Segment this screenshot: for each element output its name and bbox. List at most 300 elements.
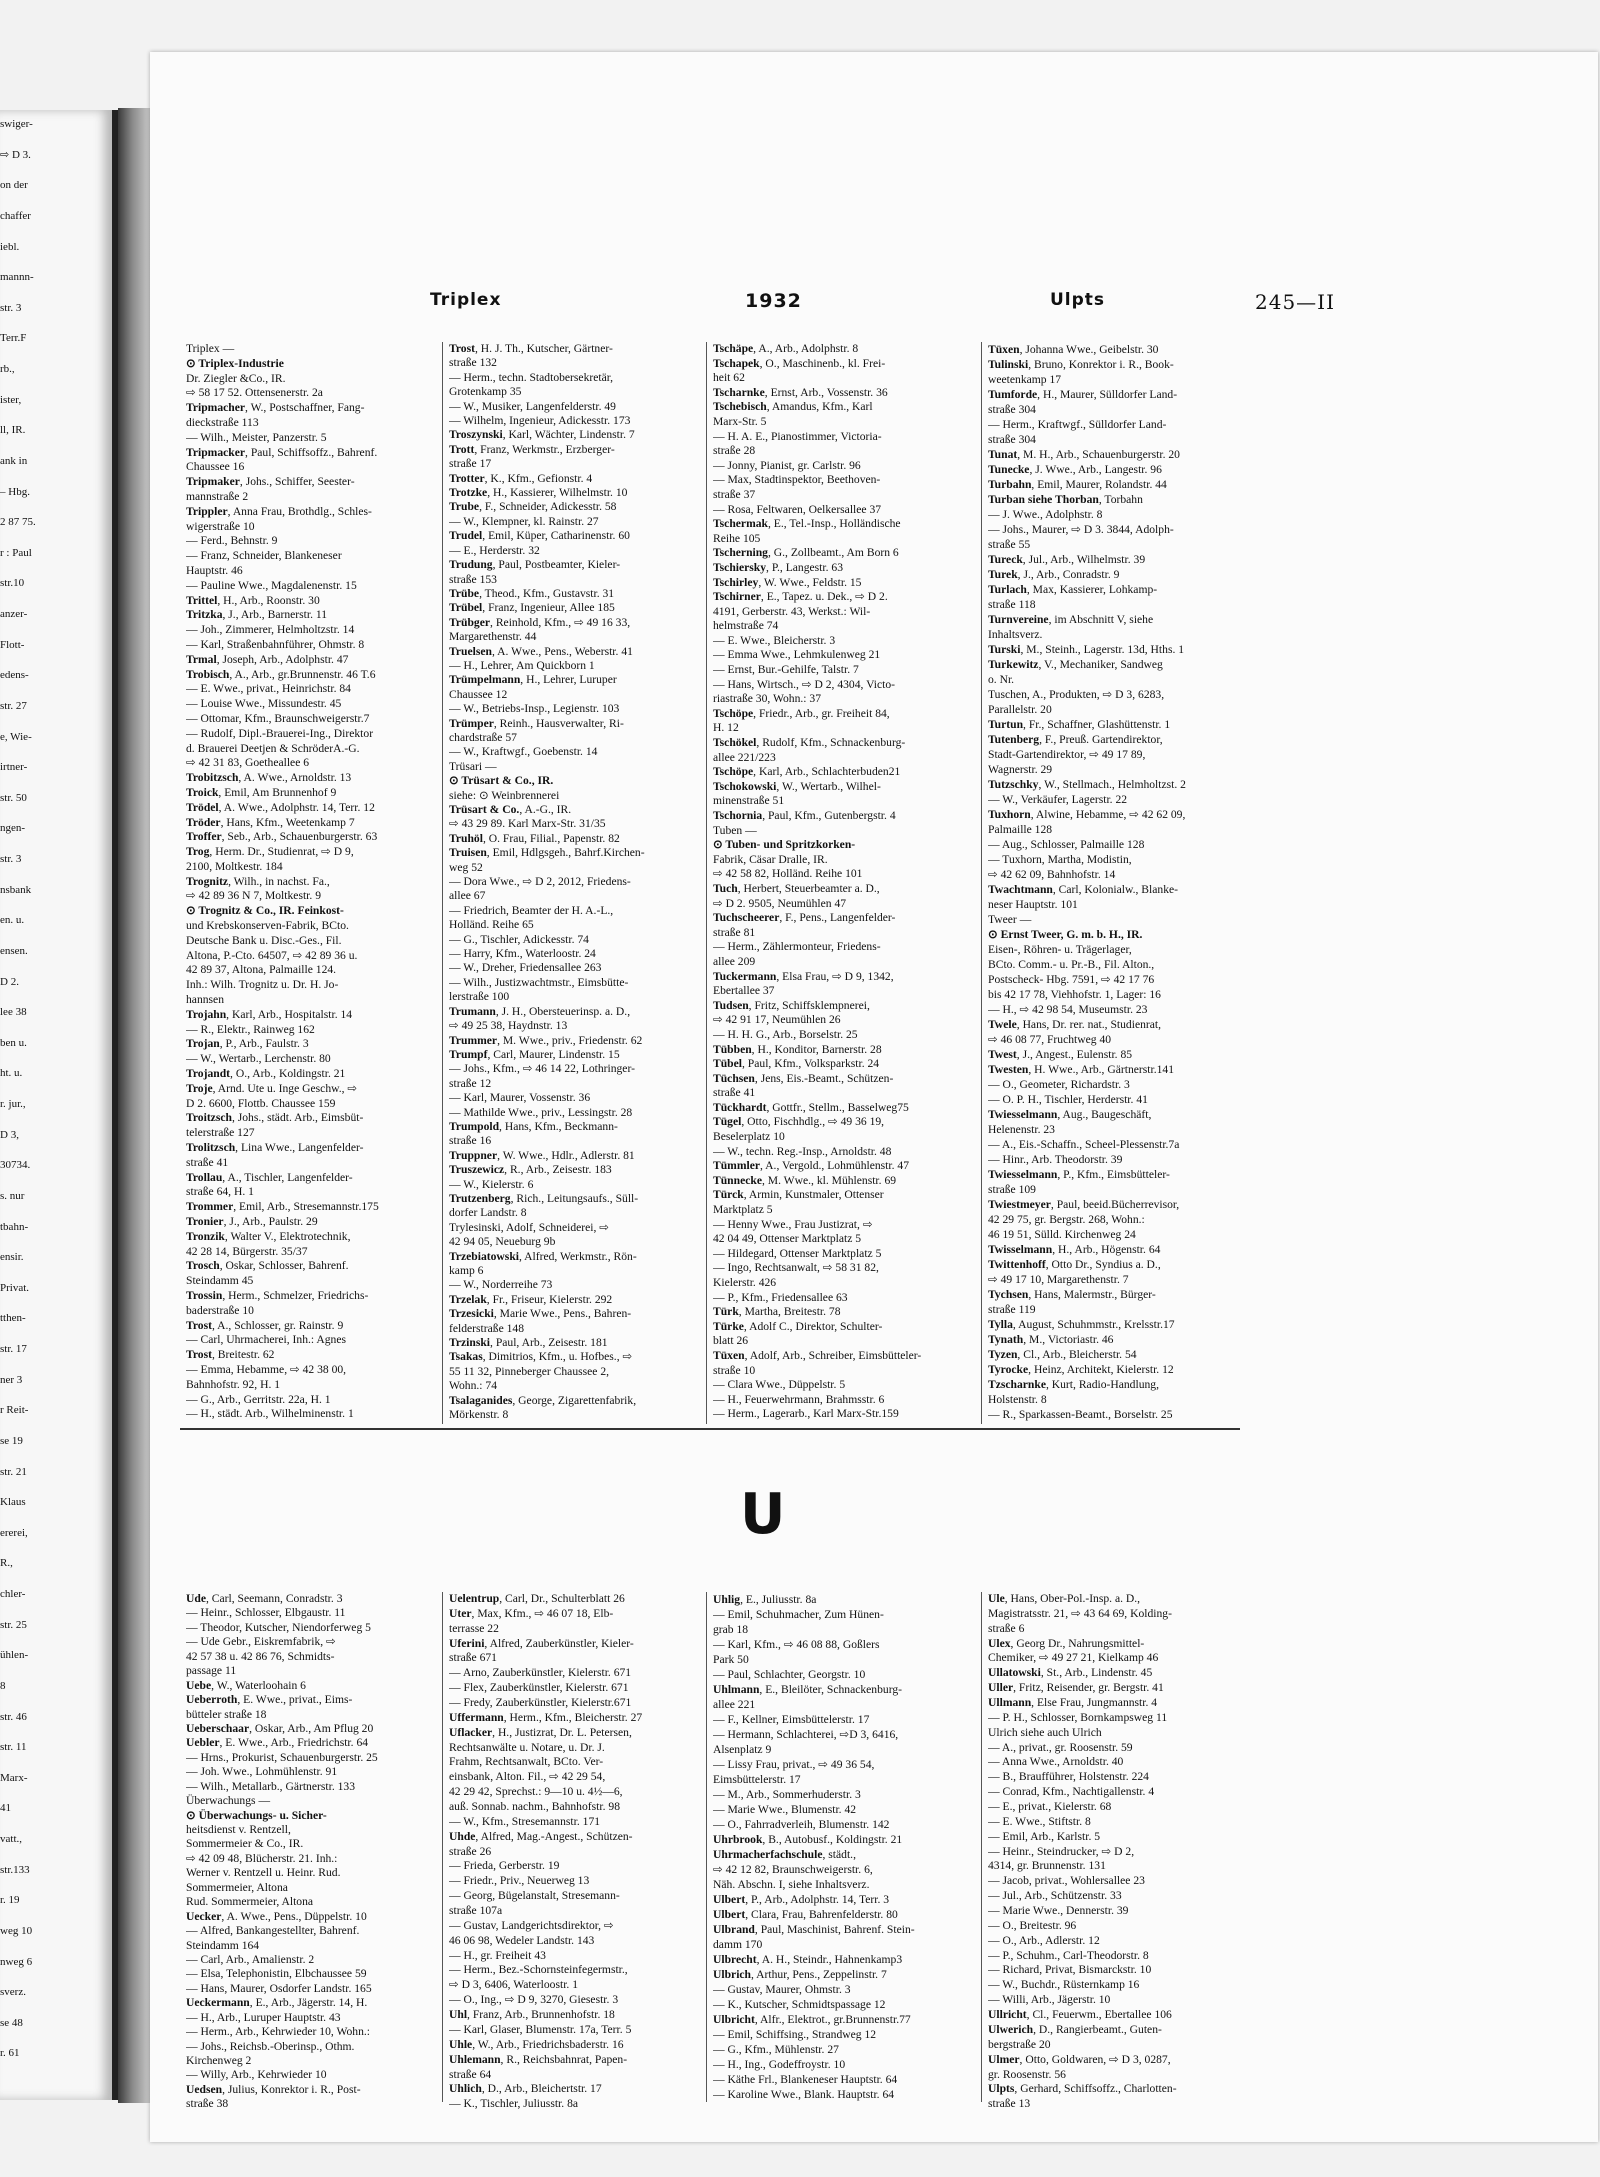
margin-fragment: r Reit- — [0, 1404, 29, 1417]
directory-entry: Tüxen, Adolf, Arb., Schreiber, Eimsbütteler- — [713, 1348, 922, 1362]
directory-entry: Reihe 105 — [713, 531, 761, 545]
directory-entry: — Hans, Maurer, Osdorfer Landstr. 165 — [186, 1981, 372, 1995]
directory-entry: Ueberroth, E. Wwe., privat., Eims- — [186, 1693, 353, 1707]
directory-entry: — Fredy, Zauberkünstler, Kielerstr.671 — [449, 1696, 632, 1710]
column-divider — [981, 1592, 982, 2102]
margin-fragment: rb., — [0, 363, 15, 375]
margin-fragment: 8 — [0, 1679, 6, 1692]
header-last-entry: Ulpts — [1050, 290, 1106, 310]
directory-entry: straße 10 — [713, 1363, 756, 1377]
directory-entry: Tripmacher, W., Postschaffner, Fang- — [186, 401, 365, 415]
directory-entry: ⇨ D 3, 6406, Waterloostr. 1 — [449, 1978, 579, 1992]
directory-entry: allee 209 — [713, 954, 756, 968]
directory-entry: straße 119 — [988, 1303, 1036, 1316]
directory-entry: Trossin, Herm., Schmelzer, Friedrichs- — [186, 1289, 369, 1302]
margin-fragment: en. u. — [0, 914, 25, 927]
directory-entry: Tweer — — [988, 913, 1032, 926]
directory-entry: — K., Tischler, Juliusstr. 8a — [449, 2097, 579, 2111]
directory-entry: Ule, Hans, Ober-Pol.-Insp. a. D., — [988, 1592, 1141, 1605]
directory-entry: Uebler, E. Wwe., Arb., Friedrichstr. 64 — [186, 1736, 369, 1750]
directory-entry: — Willi, Arb., Jägerstr. 10 — [988, 1993, 1111, 2007]
directory-entry: — Marie Wwe., Blumenstr. 42 — [713, 1803, 857, 1816]
directory-entry: Tuch, Herbert, Steuerbeamter a. D., — [713, 881, 880, 895]
margin-fragment: mannn- — [0, 271, 34, 284]
directory-entry: Tschirley, W. Wwe., Feldstr. 15 — [713, 575, 862, 589]
directory-entry: Werner v. Rentzell u. Heinr. Rud. — [186, 1866, 341, 1880]
directory-entry: 42 57 38 u. 42 86 76, Schmidts- — [186, 1649, 335, 1663]
directory-entry: Trollau, A., Tischler, Langenfelder- — [186, 1170, 353, 1184]
column-1 — [186, 1592, 416, 2112]
directory-entry: Twittenhoff, Otto Dr., Syndius a. D., — [988, 1258, 1161, 1271]
directory-entry: Steindamm 164 — [186, 1938, 260, 1952]
running-header — [150, 290, 1598, 320]
directory-entry: 42 29 42, Sprechst.: 9—10 u. 4½—6, — [449, 1785, 623, 1799]
directory-entry: straße 107a — [449, 1904, 503, 1918]
margin-fragment: on der — [0, 179, 28, 192]
directory-entry: — H., Arb., Luruper Hauptstr. 43 — [186, 2010, 341, 2024]
directory-entry: Trott, Franz, Werkmstr., Erzberger- — [449, 442, 615, 456]
directory-entry: — Hans, Wirtsch., ⇨ D 2, 4304, Victo- — [713, 677, 896, 691]
margin-fragment: Privat. — [0, 1281, 30, 1294]
directory-entry: minenstraße 51 — [713, 794, 785, 808]
section-letter: U — [740, 1482, 784, 1547]
directory-entry: Trojahn, Karl, Arb., Hospitalstr. 14 — [186, 1007, 353, 1021]
margin-fragment: edens- — [0, 669, 29, 682]
directory-entry: Trzesicki, Marie Wwe., Pens., Bahren- — [449, 1307, 632, 1321]
directory-entry: ⇨ 49 25 38, Haydnstr. 13 — [449, 1019, 568, 1033]
margin-fragment: ensir. — [0, 1251, 24, 1264]
directory-entry: wigerstraße 10 — [186, 519, 255, 533]
column-divider — [981, 342, 982, 1424]
directory-entry: baderstraße 10 — [186, 1303, 254, 1317]
directory-entry: helmstraße 74 — [713, 619, 779, 633]
directory-entry: Tripmacker, Paul, Schiffsoffz., Bahrenf. — [186, 445, 378, 459]
margin-fragment: str. 11 — [0, 1741, 27, 1754]
directory-entry: ⇨ 42 91 17, Neumühlen 26 — [713, 1013, 841, 1027]
directory-entry: bis 42 17 78, Viehhofstr. 1, Lager: 16 — [988, 988, 1161, 1001]
margin-fragment: str.10 — [0, 577, 25, 590]
margin-fragment: weg 10 — [0, 1924, 33, 1937]
directory-entry: — Louise Wwe., Missundestr. 45 — [186, 697, 342, 711]
directory-entry: — Herm., Bez.-Schornsteinfegermstr., — [449, 1963, 628, 1977]
directory-entry: — Carl, Uhrmacherei, Inh.: Agnes — [186, 1333, 347, 1347]
directory-entry: Ulbrecht, A. H., Steindr., Hahnenkamp3 — [713, 1953, 903, 1966]
directory-entry: ⇨ 42 12 82, Braunschweigerstr. 6, — [713, 1863, 873, 1876]
directory-entry: — H. H. G., Arb., Borselstr. 25 — [713, 1027, 858, 1041]
margin-fragment: Terr.F — [0, 332, 27, 345]
directory-entry: Tyzen, Cl., Arb., Bleicherstr. 54 — [988, 1348, 1137, 1361]
directory-entry: — W., Kfm., Stresemannstr. 171 — [449, 1814, 601, 1828]
directory-entry: — Carl, Arb., Amalienstr. 2 — [186, 1952, 315, 1966]
directory-entry: — E. Wwe., Bleicherstr. 3 — [713, 633, 836, 647]
directory-entry: — Käthe Frl., Blankeneser Hauptstr. 64 — [713, 2073, 898, 2086]
directory-entry: chardstraße 57 — [449, 730, 517, 744]
directory-entry: straße 28 — [713, 444, 756, 458]
directory-entry: Dr. Ziegler &Co., IR. — [186, 371, 286, 385]
directory-entry: straße 304 — [988, 433, 1036, 446]
directory-entry: — Gustav, Landgerichtsdirektor, ⇨ — [449, 1918, 614, 1932]
directory-entry: — B., Braufführer, Holstenstr. 224 — [988, 1770, 1149, 1784]
directory-entry: Trog, Herm. Dr., Studienrat, ⇨ D 9, — [186, 845, 354, 859]
directory-entry: Turlach, Max, Kassierer, Lohkamp- — [988, 583, 1158, 596]
directory-entry: Tumforde, H., Maurer, Sülldorfer Land- — [988, 388, 1178, 401]
directory-entry: straße 12 — [449, 1076, 492, 1090]
directory-entry: — Herm., Kraftwgf., Sülldorfer Land- — [988, 418, 1167, 431]
directory-entry: weetenkamp 17 — [988, 373, 1062, 386]
directory-entry: — Ingo, Rechtsanwalt, ⇨ 58 31 82, — [713, 1261, 879, 1275]
directory-entry: o. Nr. — [988, 673, 1015, 686]
directory-entry: Inh.: Wilh. Trognitz u. Dr. H. Jo- — [186, 978, 339, 992]
directory-entry: Ullatowski, St., Arb., Lindenstr. 45 — [988, 1666, 1153, 1680]
margin-fragment: vatt., — [0, 1833, 22, 1845]
directory-entry: straße 64 — [449, 2067, 492, 2081]
directory-entry: Holländ. Reihe 65 — [449, 918, 534, 932]
directory-entry: — M., Arb., Sommerhuderstr. 3 — [713, 1788, 861, 1801]
directory-entry: terrasse 22 — [449, 1621, 499, 1635]
directory-entry: Trüsari — — [449, 759, 497, 773]
directory-entry: Turban siehe Thorban, Torbahn — [988, 493, 1143, 506]
directory-entry: Uhlich, D., Arb., Bleichertstr. 17 — [449, 2082, 602, 2096]
directory-entry: — Hermann, Schlachterei, ⇨D 3, 6416, — [713, 1728, 899, 1741]
directory-entry: mannstraße 2 — [186, 489, 249, 503]
directory-entry: Uhlig, E., Juliusstr. 8a — [713, 1593, 817, 1606]
directory-entry: — Rosa, Feltwaren, Oelkersallee 37 — [713, 502, 882, 516]
margin-fragment: ht. u. — [0, 1067, 23, 1080]
directory-entry: ⊙ Tuben- und Spritzkorken- — [713, 838, 856, 852]
directory-entry: weg 52 — [449, 860, 483, 874]
directory-entry: H. 12 — [713, 721, 739, 735]
margin-fragment: nsbank — [0, 883, 32, 896]
directory-entry: Uebe, W., Waterloohain 6 — [186, 1678, 306, 1692]
margin-fragment: r : Paul — [0, 546, 32, 559]
directory-entry: Ulbrich, Arthur, Pens., Zeppelinstr. 7 — [713, 1968, 887, 1981]
directory-entry: Turek, J., Arb., Conradstr. 9 — [988, 568, 1120, 581]
margin-fragment: s. nur — [0, 1189, 25, 1202]
directory-entry: Chaussee 12 — [449, 687, 508, 701]
directory-entry: Inhaltsverz. — [988, 628, 1043, 641]
margin-fragment: se 48 — [0, 2016, 23, 2029]
margin-fragment: ister, — [0, 393, 22, 406]
directory-entry: ⇨ 42 89 36 N 7, Moltkestr. 9 — [186, 889, 321, 903]
directory-entry: Park 50 — [713, 1653, 749, 1666]
directory-entry: — O. P. H., Tischler, Herderstr. 41 — [988, 1093, 1148, 1106]
directory-entry: — Emil, Arb., Karlstr. 5 — [988, 1829, 1101, 1843]
directory-entry: Ueckermann, E., Arb., Jägerstr. 14, H. — [186, 1996, 368, 2010]
margin-fragment: D 2. — [0, 975, 19, 988]
left-page-edge — [0, 110, 118, 2100]
book-gutter — [118, 108, 154, 2103]
directory-entry: Postscheck- Hbg. 7591, ⇨ 42 17 76 — [988, 973, 1155, 986]
directory-entry: Uter, Max, Kfm., ⇨ 46 07 18, Elb- — [449, 1606, 614, 1620]
directory-entry: Trube, F., Schneider, Adickesstr. 58 — [449, 500, 617, 514]
directory-entry: Uecker, A. Wwe., Pens., Düppelstr. 10 — [186, 1909, 367, 1923]
directory-entry: — Friedrich, Beamter der H. A.-L., — [449, 903, 614, 917]
directory-entry: straße 37 — [713, 487, 756, 501]
directory-entry: 42 04 49, Ottenser Marktplatz 5 — [713, 1232, 862, 1246]
directory-entry: — H. A. E., Pianostimmer, Victoria- — [713, 429, 882, 443]
directory-entry: — W., Betriebs-Insp., Legienstr. 103 — [449, 702, 620, 716]
directory-entry: 2100, Moltkestr. 184 — [186, 859, 283, 873]
directory-entry: Helenenstr. 23 — [988, 1123, 1055, 1136]
directory-entry: ⊙ Trüsart & Co., IR. — [449, 774, 554, 788]
directory-entry: — Dora Wwe., ⇨ D 2, 2012, Friedens- — [449, 875, 631, 889]
margin-fragment: str. 46 — [0, 1710, 27, 1723]
directory-entry: Trutzenberg, Rich., Leitungsaufs., Süll- — [449, 1191, 639, 1205]
directory-entry: Tutzschky, W., Stellmach., Helmholtzst. 2 — [988, 778, 1186, 791]
directory-entry: — W., Norderreihe 73 — [449, 1278, 553, 1292]
directory-entry: Trümpelmann, H., Lehrer, Luruper — [449, 673, 617, 687]
margin-fragment: chler- — [0, 1588, 26, 1600]
directory-entry: — W., Kraftwgf., Goebenstr. 14 — [449, 745, 598, 759]
margin-fragment: ererei, — [0, 1526, 28, 1539]
directory-entry: Tschebisch, Amandus, Kfm., Karl — [713, 400, 873, 414]
directory-entry: Tschiersky, P., Langestr. 63 — [713, 560, 844, 574]
directory-entry: — Gustav, Maurer, Ohmstr. 3 — [713, 1983, 851, 1996]
directory-entry: Tscherning, G., Zollbeamt., Am Born 6 — [713, 546, 899, 560]
directory-entry: Wohn.: 74 — [449, 1379, 498, 1393]
directory-entry: — Wilh., Meister, Panzerstr. 5 — [186, 430, 327, 444]
directory-entry: 4191, Gerberstr. 43, Werkst.: Wil- — [713, 604, 871, 618]
directory-entry: — Jacob, privat., Wohlersallee 23 — [988, 1874, 1145, 1888]
directory-entry: — Friedr., Priv., Neuerweg 13 — [449, 1874, 590, 1888]
directory-entry: Tronzik, Walter V., Elektrotechnik, — [186, 1229, 351, 1243]
directory-entry: Troje, Arnd. Ute u. Inge Geschw., ⇨ — [186, 1081, 358, 1095]
directory-entry: Ulex, Georg Dr., Nahrungsmittel- — [988, 1636, 1145, 1650]
directory-entry: — Flex, Zauberkünstler, Kielerstr. 671 — [449, 1681, 629, 1695]
directory-entry: — Ernst, Bur.-Gehilfe, Talstr. 7 — [713, 663, 859, 677]
directory-entry: straße 304 — [988, 403, 1036, 416]
directory-entry: — W., Buchdr., Rüsternkamp 16 — [988, 1978, 1140, 1992]
directory-entry: lerstraße 100 — [449, 990, 510, 1004]
directory-entry: Trosch, Oskar, Schlosser, Bahrenf. — [186, 1259, 349, 1273]
u-section — [186, 1592, 1586, 2112]
directory-entry: Trübe, Theod., Kfm., Gustavstr. 31 — [449, 586, 615, 600]
directory-entry: Überwachungs — — [186, 1794, 271, 1808]
directory-entry: — A., privat., gr. Roosenstr. 59 — [988, 1740, 1133, 1754]
margin-fragment: swiger- — [0, 118, 33, 130]
margin-fragment: ank in — [0, 454, 28, 467]
directory-entry: — G., Tischler, Adickesstr. 74 — [449, 932, 589, 946]
directory-entry: Mörkenstr. 8 — [449, 1408, 509, 1422]
directory-entry: BCto. Comm.- u. Pr.-B., Fil. Alton., — [988, 958, 1155, 971]
directory-entry: — Alfred, Bankangestellter, Bahrenf. — [186, 1924, 360, 1938]
directory-entry: Rud. Sommermeier, Altona — [186, 1895, 314, 1909]
directory-entry: Tümmler, A., Vergold., Lohmühlenstr. 47 — [713, 1159, 910, 1173]
directory-entry: Trolitzsch, Lina Wwe., Langenfelder- — [186, 1141, 364, 1155]
directory-entry: 42 29 75, gr. Bergstr. 268, Wohn.: — [988, 1213, 1145, 1226]
directory-entry: Tynath, M., Victoriastr. 46 — [988, 1333, 1114, 1346]
directory-entry: — Johs., Maurer, ⇨ D 3. 3844, Adolph- — [988, 523, 1174, 536]
directory-entry: — Ottomar, Kfm., Braunschweigerstr.7 — [186, 711, 370, 725]
directory-entry: Tureck, Jul., Arb., Wilhelmstr. 39 — [988, 553, 1146, 566]
directory-page — [150, 52, 1598, 2142]
directory-entry: Ulbrand, Paul, Maschinist, Bahrenf. Stein- — [713, 1923, 915, 1936]
directory-entry: Twesten, H. Wwe., Arb., Gärtnerstr.141 — [988, 1063, 1175, 1076]
directory-entry: Truisen, Emil, Hdlgsgeh., Bahrf.Kirchen- — [449, 846, 645, 860]
directory-entry: Trumann, J. H., Obersteuerinsp. a. D., — [449, 1004, 631, 1018]
directory-entry: — Theodor, Kutscher, Niendorferweg 5 — [186, 1620, 371, 1634]
directory-entry: straße 16 — [449, 1134, 492, 1148]
directory-entry: heit 62 — [713, 371, 745, 385]
margin-fragment: str. 50 — [0, 791, 27, 804]
directory-entry: — R., Sparkassen-Beamt., Borselstr. 25 — [988, 1408, 1173, 1421]
directory-entry: Uhl, Franz, Arb., Brunnenhofstr. 18 — [449, 2008, 615, 2022]
margin-fragment: str. 3 — [0, 301, 22, 314]
directory-entry: — Karoline Wwe., Blank. Hauptstr. 64 — [713, 2088, 895, 2101]
directory-entry: — Rudolf, Dipl.-Brauerei-Ing., Direktor — [186, 726, 374, 740]
directory-entry: Bahnhofstr. 92, H. 1 — [186, 1377, 281, 1391]
directory-entry: 42 28 14, Bürgerstr. 35/37 — [186, 1244, 308, 1258]
directory-entry: Trudung, Paul, Postbeamter, Kieler- — [449, 558, 621, 572]
directory-entry: — Jul., Arb., Schützenstr. 33 — [988, 1889, 1122, 1903]
directory-entry: — W., Verkäufer, Lagerstr. 22 — [988, 793, 1128, 806]
directory-entry: damm 170 — [713, 1938, 763, 1951]
directory-entry: Sommermeier, Altona — [186, 1880, 288, 1894]
directory-entry: Troszynski, Karl, Wächter, Lindenstr. 7 — [449, 428, 635, 442]
directory-entry: — Franz, Schneider, Blankeneser — [186, 549, 342, 563]
directory-entry: — O., Geometer, Richardstr. 3 — [988, 1078, 1130, 1091]
directory-entry: Turbahn, Emil, Maurer, Rolandstr. 44 — [988, 478, 1167, 491]
margin-fragment: ll, IR. — [0, 424, 26, 437]
directory-entry: — Arno, Zauberkünstler, Kielerstr. 671 — [449, 1666, 632, 1680]
directory-entry: ⊙ Trognitz & Co., IR. Feinkost- — [186, 904, 344, 918]
margin-fragment: str. 25 — [0, 1618, 27, 1631]
directory-entry: ⊙ Überwachungs- u. Sicher- — [186, 1808, 327, 1822]
directory-entry: Alsenplatz 9 — [713, 1743, 772, 1756]
directory-entry: Tritzka, J., Arb., Barnerstr. 11 — [186, 608, 328, 622]
directory-entry: — Ferd., Behnstr. 9 — [186, 534, 278, 548]
directory-entry: — Herm., Lagerarb., Karl Marx-Str.159 — [713, 1407, 899, 1421]
directory-entry: Uffermann, Herm., Kfm., Bleicherstr. 27 — [449, 1710, 643, 1724]
directory-entry: Tunecke, J. Wwe., Arb., Langestr. 96 — [988, 463, 1162, 476]
directory-entry: Trippler, Anna Frau, Brothdlg., Schles- — [186, 504, 372, 518]
directory-entry: — P., Schuhm., Carl-Theodorstr. 8 — [988, 1948, 1149, 1962]
directory-entry: D 2. 6600, Flottb. Chaussee 159 — [186, 1096, 336, 1110]
margin-fragment: lee 38 — [0, 1006, 27, 1019]
directory-entry: Trost, A., Schlosser, gr. Rainstr. 9 — [186, 1318, 344, 1332]
directory-entry: Frahm, Rechtsanwalt, BCto. Ver- — [449, 1755, 604, 1769]
directory-entry: Trumpf, Carl, Maurer, Lindenstr. 15 — [449, 1047, 620, 1061]
directory-entry: — W., Klempner, kl. Rainstr. 27 — [449, 514, 599, 528]
directory-entry: Trotter, K., Kfm., Gefionstr. 4 — [449, 471, 593, 485]
directory-entry: — Georg, Bügelanstalt, Stresemann- — [449, 1889, 620, 1903]
directory-entry: straße 41 — [713, 1086, 756, 1100]
directory-entry: Ullricht, Cl., Feuerwm., Ebertallee 106 — [988, 2008, 1172, 2022]
directory-entry: Ulbricht, Alfr., Elektrot., gr.Brunnenstr.77 — [713, 2013, 911, 2026]
directory-entry: Hauptstr. 46 — [186, 563, 243, 577]
directory-entry: — Herm., techn. Stadtobersekretär, — [449, 370, 614, 384]
directory-entry: Tschornia, Paul, Kfm., Gutenbergstr. 4 — [713, 809, 896, 822]
directory-entry: Turnvereine, im Abschnitt V, siehe — [988, 613, 1154, 626]
directory-entry: Chaussee 16 — [186, 460, 245, 474]
directory-entry: Türck, Armin, Kunstmaler, Ottenser — [713, 1188, 884, 1202]
column-divider — [442, 342, 443, 1424]
directory-entry: ⇨ 46 08 77, Fruchtweg 40 — [988, 1033, 1112, 1046]
directory-entry: — W., Kielerstr. 6 — [449, 1177, 534, 1191]
margin-fragment: – Hbg. — [0, 485, 30, 498]
directory-entry: Sommermeier & Co., IR. — [186, 1837, 304, 1851]
directory-entry: — O., Breitestr. 96 — [988, 1918, 1077, 1932]
directory-entry: — Wilhelm, Ingenieur, Adickesstr. 173 — [449, 414, 631, 428]
margin-fragment: iebl. — [0, 240, 20, 253]
directory-entry: Trödel, A. Wwe., Adolphstr. 14, Terr. 12 — [186, 800, 375, 814]
directory-entry: — Clara Wwe., Düppelstr. 5 — [713, 1378, 846, 1392]
directory-entry: — F., Kellner, Eimsbüttelerstr. 17 — [713, 1713, 870, 1726]
directory-entry: Wagnerstr. 29 — [988, 763, 1053, 776]
directory-entry: Tsakas, Dimitrios, Kfm., u. Hofbes., ⇨ — [449, 1350, 633, 1364]
directory-entry: Uhde, Alfred, Mag.-Angest., Schützen- — [449, 1829, 633, 1843]
directory-entry: — Herm., Arb., Kehrwieder 10, Wohn.: — [186, 2025, 370, 2039]
column-2 — [449, 342, 679, 1422]
directory-entry: Tyrocke, Heinz, Architekt, Kielerstr. 12 — [988, 1363, 1174, 1376]
directory-entry: Marktplatz 5 — [713, 1203, 773, 1217]
directory-entry: Steindamm 45 — [186, 1274, 254, 1288]
directory-entry: — Heinr., Steindrucker, ⇨ D 2, — [988, 1844, 1135, 1858]
directory-entry: — P. H., Schlosser, Bornkampsweg 11 — [988, 1710, 1168, 1724]
directory-entry: Uller, Fritz, Reisender, gr. Bergstr. 41 — [988, 1681, 1164, 1695]
section-rule — [180, 1428, 1240, 1430]
directory-entry: Tuckermann, Elsa Frau, ⇨ D 9, 1342, — [713, 969, 894, 983]
directory-entry: einsbank, Alton. Fil., ⇨ 42 29 54, — [449, 1770, 606, 1784]
directory-entry: allee 67 — [449, 889, 486, 903]
directory-entry: Trobitzsch, A. Wwe., Arnoldstr. 13 — [186, 771, 352, 785]
directory-entry: — Emma, Hebamme, ⇨ 42 38 00, — [186, 1362, 347, 1376]
directory-entry: dieckstraße 113 — [186, 415, 259, 429]
margin-fragment: str. 17 — [0, 1343, 27, 1355]
directory-entry: Trummer, M. Wwe., priv., Friedenstr. 62 — [449, 1033, 643, 1047]
directory-entry: Margarethenstr. 44 — [449, 630, 537, 644]
directory-entry: — H., gr. Freiheit 43 — [449, 1948, 546, 1962]
margin-fragment: Flott- — [0, 638, 25, 651]
directory-entry: ⇨ 42 09 48, Blücherstr. 21. Inh.: — [186, 1851, 338, 1865]
directory-entry: Chemiker, ⇨ 49 27 21, Kielkamp 46 — [988, 1651, 1159, 1665]
directory-entry: Tünnecke, M. Wwe., kl. Mühlenstr. 69 — [713, 1173, 897, 1187]
directory-entry: — K., Kutscher, Schmidtspassage 12 — [713, 1998, 886, 2011]
directory-entry: Ulbert, P., Arb., Adolphstr. 14, Terr. 3 — [713, 1893, 890, 1906]
directory-entry: — W., Musiker, Langenfelderstr. 49 — [449, 399, 616, 413]
directory-entry: — Hildegard, Ottenser Marktplatz 5 — [713, 1246, 882, 1260]
directory-entry: Trzelak, Fr., Friseur, Kielerstr. 292 — [449, 1292, 613, 1306]
column-divider — [706, 342, 707, 1424]
directory-entry: — Johs., Kfm., ⇨ 46 14 22, Lothringer- — [449, 1062, 635, 1076]
directory-entry: Trognitz, Wilh., in nachst. Fa., — [186, 874, 330, 888]
directory-entry: Uhrmacherfachschule, städt., — [713, 1848, 856, 1861]
directory-entry: — W., Dreher, Friedensallee 263 — [449, 961, 602, 975]
directory-entry: — Emma Wwe., Lehmkulenweg 21 — [713, 648, 881, 662]
directory-entry: Trmal, Joseph, Arb., Adolphstr. 47 — [186, 652, 349, 666]
directory-entry: Tröder, Hans, Kfm., Weetenkamp 7 — [186, 815, 355, 829]
directory-entry: — Herm., Zählermonteur, Friedens- — [713, 940, 881, 954]
directory-entry: straße 64, H. 1 — [186, 1185, 254, 1199]
directory-entry: Troitzsch, Johs., städt. Arb., Eimsbüt- — [186, 1111, 364, 1125]
directory-entry: straße 671 — [449, 1651, 497, 1665]
directory-entry: Uferini, Alfred, Zauberkünstler, Kieler- — [449, 1636, 634, 1650]
directory-entry: Parallelstr. 20 — [988, 703, 1052, 716]
directory-entry: Rechtsanwälte u. Notare, u. Dr. J. — [449, 1740, 605, 1754]
margin-fragment: ben u. — [0, 1036, 27, 1049]
directory-entry: Ullmann, Else Frau, Jungmannstr. 4 — [988, 1696, 1158, 1710]
directory-entry: — Henny Wwe., Frau Justizrat, ⇨ — [713, 1217, 873, 1231]
directory-entry: Tuschen, A., Produkten, ⇨ D 3, 6283, — [988, 688, 1165, 701]
t-section — [186, 342, 1586, 1422]
directory-entry: Uhle, W., Arb., Friedrichsbaderstr. 16 — [449, 2037, 624, 2051]
directory-entry: — Harry, Kfm., Waterloostr. 24 — [449, 947, 596, 961]
column-divider — [442, 1592, 443, 2102]
directory-entry: auß. Sonnab. nachm., Bahnhofstr. 98 — [449, 1800, 620, 1814]
directory-entry: Troick, Emil, Am Brunnenhof 9 — [186, 785, 337, 799]
directory-entry: hannsen — [186, 993, 224, 1007]
directory-entry: — Heinr., Schlosser, Elbgaustr. 11 — [186, 1606, 346, 1620]
